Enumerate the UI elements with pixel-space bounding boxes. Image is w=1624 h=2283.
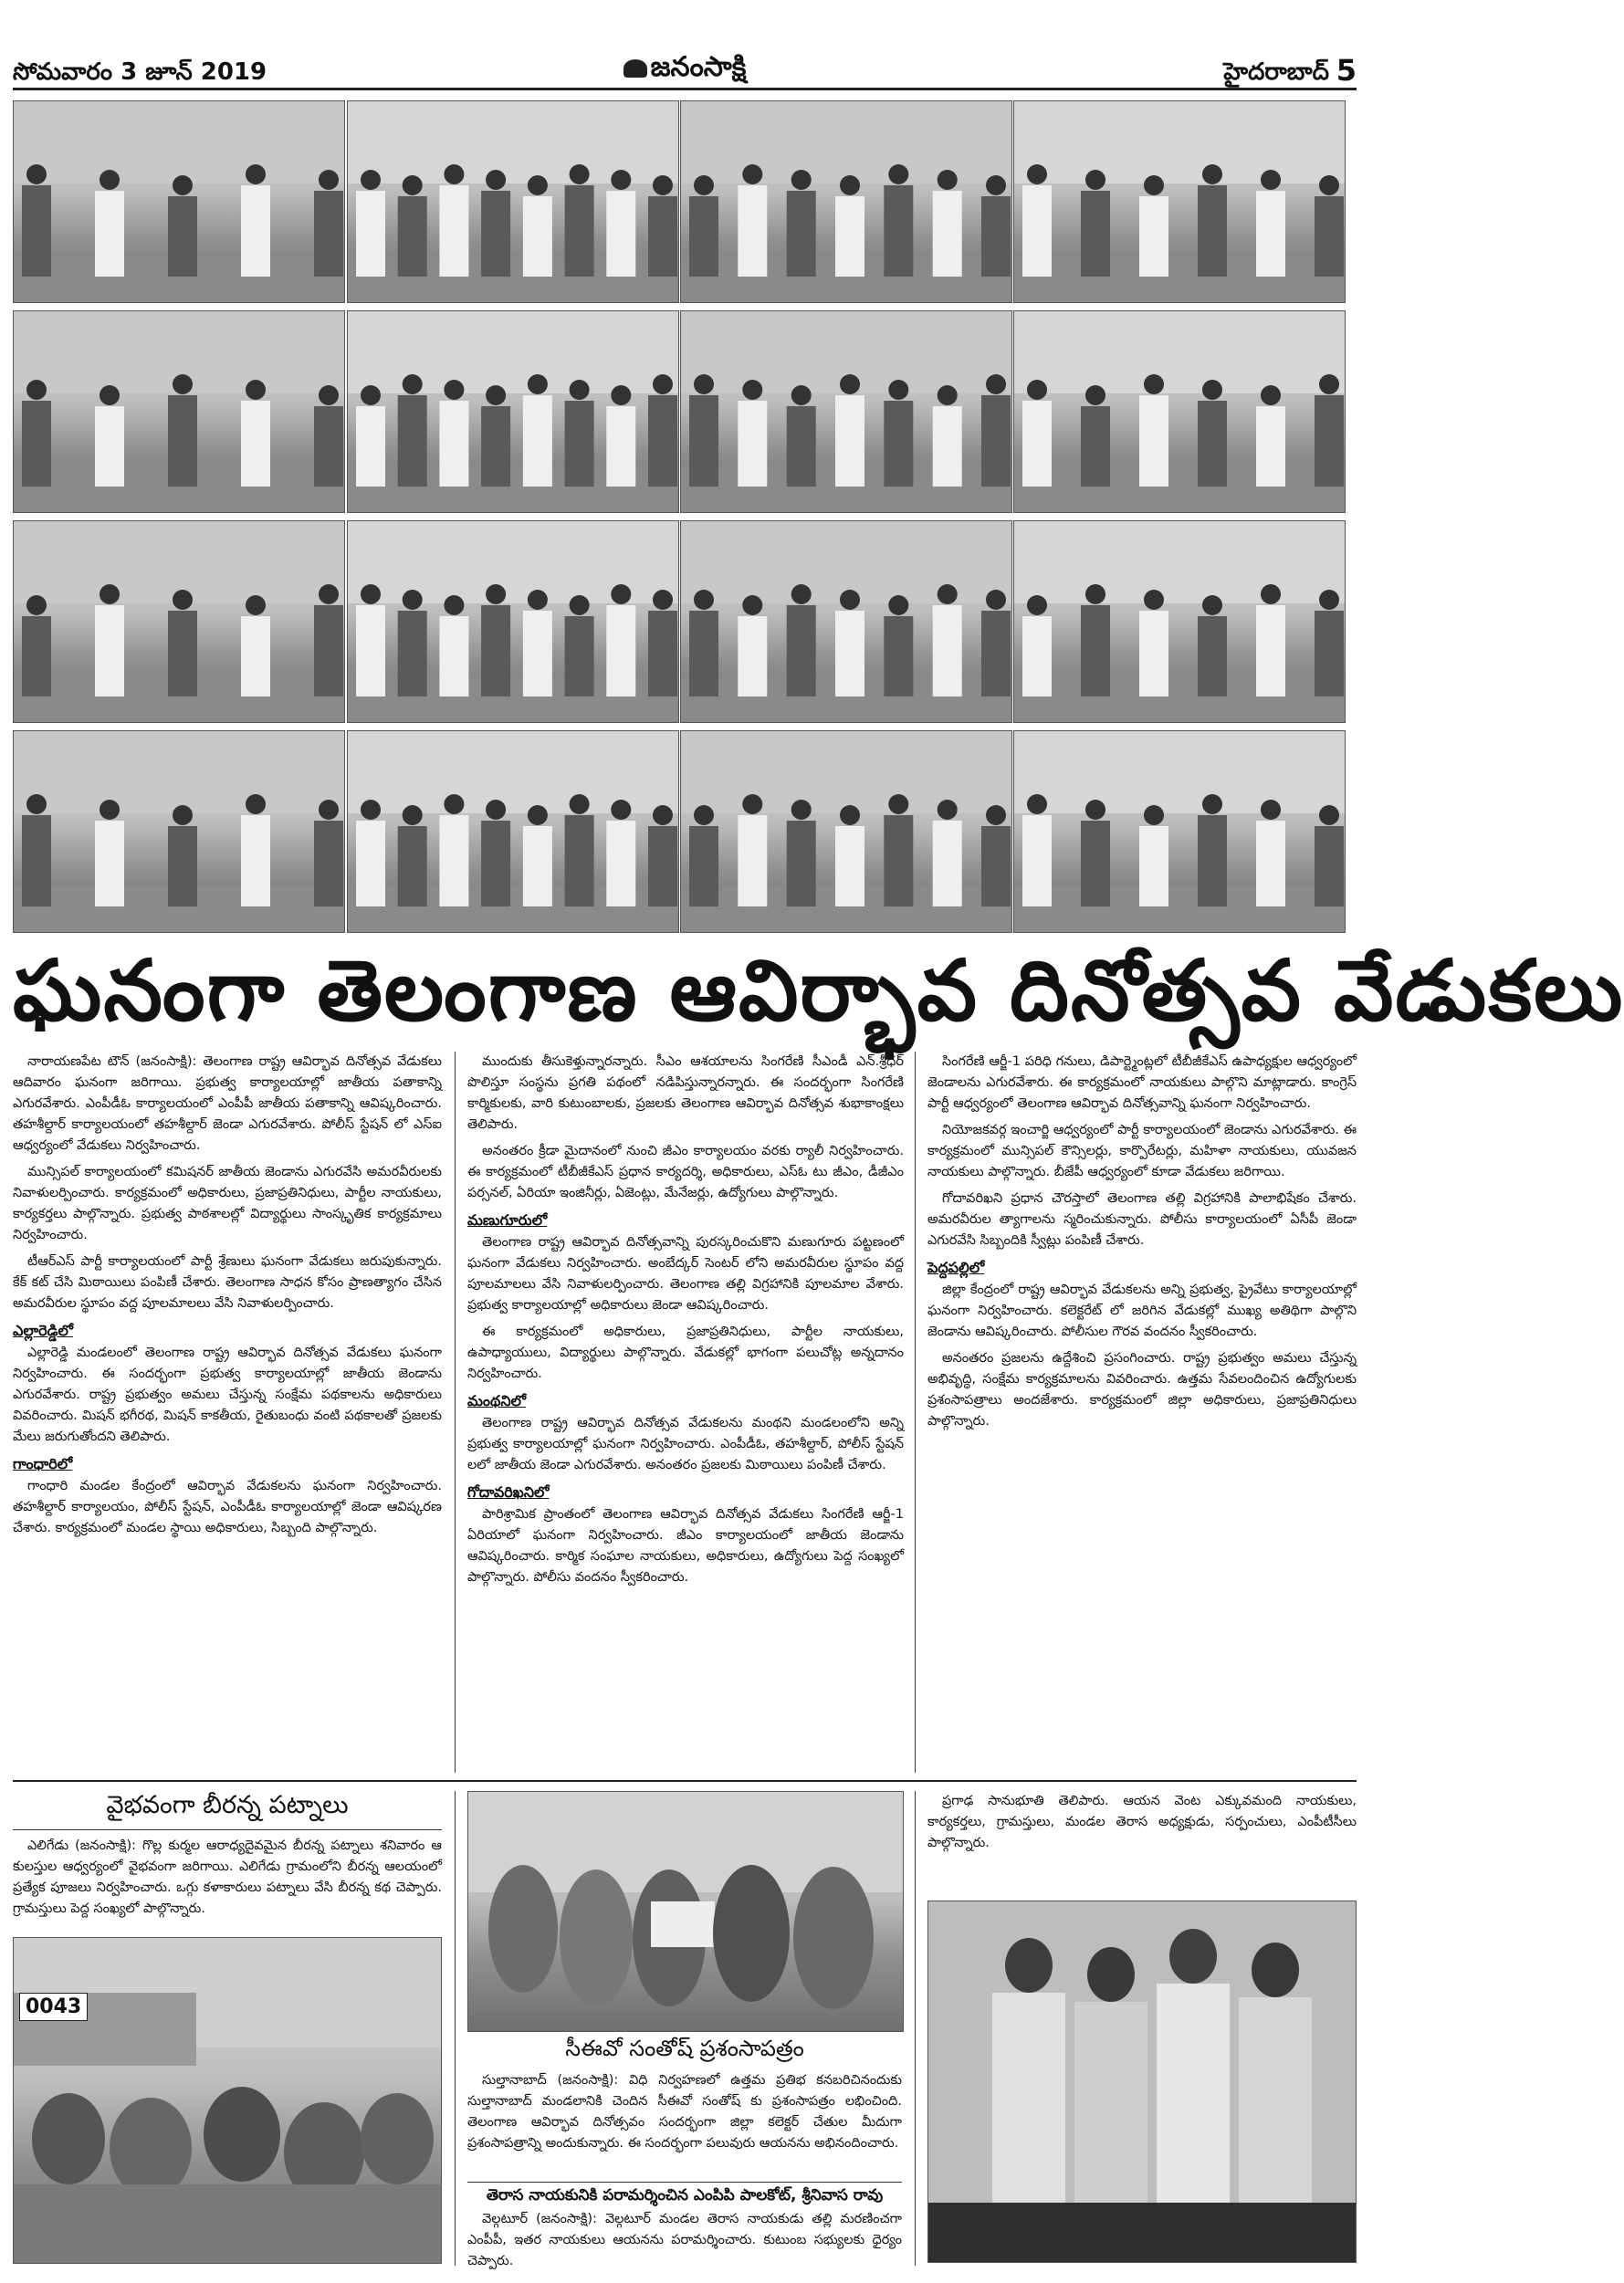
story-body: [467, 2070, 902, 2178]
celebration-photo: [13, 100, 345, 303]
section-subheading: మణుగూరులో: [467, 1211, 548, 1229]
story-paragraph: అనంతరం ప్రజలను ఉద్దేశించి ప్రసంగించారు. రాష్ట్ర ప్రభుత్వం అమలు చేస్తున్న అభివృద్ధి, సంక్షేమ కార్యక్రమాలను వివరించారు. ఉత్తమ సేవలందించిన ఉద్యోగులకు ప్రశంసాపత్రాలు అందజేశారు. కార్యక్రమంలో జిల్లా అధికారులు, ప్రజాప్రతినిధులు పాల్గొన్నారు.: [927, 1351, 1357, 1429]
story-title: వైభవంగా బీరన్న పట్నాలు: [13, 1791, 442, 1830]
story-paragraph: నారాయణపేట టౌన్ (జనంసాక్షి): తెలంగాణ రాష్ట్ర ఆవిర్భావ దినోత్సవ వేడుకలు ఆదివారం ఘనంగా జరిగాయి. ప్రభుత్వ కార్యాలయాల్లో జాతీయ పతాకాన్ని ఎగురవేశారు. ఎంపీడీఓ కార్యాలయంలో ఎంపీపీ జాతీయ పతాకాన్ని ఆవిష్కరించారు. తహశీల్దార్ కార్యాలయంలో తహశీల్దార్ జెండా ఎగురవేశారు. పోలీస్ స్టేషన్ లో ఎస్ఐ ఆధ్వర్యంలో వేడుకలు నిర్వహించారు.: [13, 1054, 442, 1153]
story-paragraph: మున్సిపల్ కార్యాలయంలో కమిషనర్ జాతీయ జెండాను ఎగురవేసి అమరవీరులకు నివాళులర్పించారు. కార్యక్రమంలో అధికారులు, ప్రజాప్రతినిధులు, పార్టీల నాయకులు, కార్యకర్తలు పాల్గొన్నారు. ప్రభుత్వ పాఠశాలల్లో విద్యార్థులు సాంస్కృతిక కార్యక్రమాలు నిర్వహించారు.: [13, 1165, 442, 1242]
main-headline: ఘనంగా తెలంగాణ ఆవిర్భావ దినోత్సవ వేడుకలు: [13, 941, 1624, 1040]
story-paragraph: అనంతరం క్రీడా మైదానంలో నుంచి జీఎం కార్యాలయం వరకు ర్యాలీ నిర్వహించారు. ఈ కార్యక్రమంలో టీబీజీకేఎస్ ప్రధాన కార్యదర్శి, అధికారులు, ఎస్ఓ టు జీఎం, డీజీఎం పర్సనల్, ఏరియా ఇంజినీర్లు, ఏజెంట్లు, మేనేజర్లు, ఉద్యోగులు పాల్గొన్నారు.: [467, 1144, 904, 1200]
photo-board-number: 0043: [19, 1993, 88, 2021]
story-paragraph: గోదావరిఖని ప్రధాన చౌరస్తాలో తెలంగాణ తల్లి విగ్రహానికి పాలాభిషేకం చేశారు. అమరవీరుల త్యాగాలను స్మరించుకున్నారు. పోలీసు కార్యాలయంలో ఏసీపీ జెండా ఎగురవేసి సిబ్బందికి స్వీట్లు పంపిణీ చేశారు.: [927, 1191, 1357, 1248]
celebration-photo: [347, 310, 679, 513]
story-body: [13, 1836, 442, 1934]
column-rule: [455, 1052, 456, 1773]
story-ceo-award: [467, 1791, 904, 2275]
masthead-logo-icon: [623, 59, 647, 78]
section-subheading: గోదావరిఖనిలో: [467, 1483, 550, 1501]
story-paragraph: ఎల్లారెడ్డి మండలంలో తెలంగాణ రాష్ట్ర ఆవిర్భావ దినోత్సవ వేడుకలు ఘనంగా నిర్వహించారు. ఈ సందర్భంగా ప్రభుత్వ కార్యాలయాల్లో జాతీయ జెండాను ఎగురవేశారు. రాష్ట్ర ప్రభుత్వం అమలు చేస్తున్న సంక్షేమ పథకాలను అధికారులు వివరించారు. మిషన్ భగీరథ, మిషన్ కాకతీయ, రైతుబంధు వంటి పథకాలతో ప్రజలకు మేలు జరుగుతోందని తెలిపారు.: [13, 1346, 442, 1444]
celebration-photo: [13, 310, 345, 513]
award-photo: [467, 1791, 904, 2032]
story-column-3: [927, 1052, 1357, 1773]
section-subheading: గాంధారిలో: [13, 1455, 73, 1472]
section-subheading: పెద్దపల్లిలో: [927, 1259, 985, 1276]
header-rule: [13, 88, 1357, 90]
story-paragraph: ఈ కార్యక్రమంలో అధికారులు, ప్రజాప్రతినిధులు, పార్టీల నాయకులు, ఉపాధ్యాయులు, విద్యార్థులు పాల్గొన్నారు. వేడుకల్లో భాగంగా పలుచోట్ల అన్నదానం నిర్వహించారు.: [467, 1325, 904, 1381]
story-paragraph: పారిశ్రామిక ప్రాంతంలో తెలంగాణ ఆవిర్భావ దినోత్సవ వేడుకలు సింగరేణి ఆర్జీ-1 ఏరియాలో ఘనంగా నిర్వహించారు. జీఎం కార్యాలయంలో జాతీయ జెండాను ఆవిష్కరించారు. కార్మిక సంఘాల నాయకులు, అధికారులు, ఉద్యోగులు పెద్ద సంఖ్యలో పాల్గొన్నారు. పోలీసు వందనం స్వీకరించారు.: [467, 1507, 904, 1585]
group-photo: [927, 1901, 1357, 2263]
story-paragraph: తెలంగాణ రాష్ట్ర ఆవిర్భావ దినోత్సవ వేడుకలను మంథని మండలంలోని అన్ని ప్రభుత్వ కార్యాలయాల్లో ఘనంగా నిర్వహించారు. ఎంపీడీఓ, తహశీల్దార్, పోలీస్ స్టేషన్ లలో జాతీయ జెండా ఎగురవేశారు. అనంతరం ప్రజలకు మిఠాయిలు పంపిణీ చేశారు.: [467, 1416, 904, 1472]
page-header: [0, 0, 1369, 89]
celebration-photo: [347, 520, 679, 723]
section-subheading: మంథనిలో: [467, 1392, 527, 1409]
edition-city: హైదరాబాద్: [1223, 58, 1329, 86]
story-paragraph: సుల్తానాబాద్ (జనంసాక్షి): విధి నిర్వహణలో ఉత్తమ ప్రతిభ కనబరిచినందుకు సుల్తానాబాద్ మండలానికి చెందిన సీఈవో సంతోష్ కు ప్రశంసాపత్రం లభించింది. తెలంగాణ ఆవిర్భావ దినోత్సవం సందర్భంగా జిల్లా కలెక్టర్ చేతుల మీదుగా ప్రశంసాపత్రాన్ని అందుకున్నారు. ఈ సందర్భంగా పలువురు ఆయనను అభినందించారు.: [467, 2073, 902, 2151]
column-rule: [455, 1791, 456, 2266]
story-column-2: [467, 1052, 904, 1773]
crowd-photo: [13, 1937, 442, 2264]
story-column-1: [13, 1052, 442, 1773]
celebration-photo: [680, 100, 1012, 303]
story-condolence: [927, 1791, 1357, 2266]
celebration-photo: [347, 730, 679, 933]
celebration-photo: [680, 730, 1012, 933]
page-number: 5: [1336, 53, 1357, 88]
story-paragraph: తెలంగాణ రాష్ట్ర ఆవిర్భావ దినోత్సవాన్ని పురస్కరించుకొని మణుగూరు పట్టణంలో ఘనంగా వేడుకలు నిర్వహించారు. అంబేద్కర్ సెంటర్ లోని అమరవీరుల స్థూపం వద్ద పూలమాలలు వేసి నివాళులర్పించారు. తెలంగాణ తల్లి విగ్రహానికి పూలమాల వేశారు. ప్రభుత్వ కార్యాలయాల్లో అధికారులు జెండా ఆవిష్కరించారు.: [467, 1235, 904, 1313]
celebration-photo: [1013, 730, 1346, 933]
column-rule: [915, 1052, 916, 1773]
sub-story-title: తెరాస నాయకునికి పరామర్శించిన ఎంపిపి పాలకోట్, శ్రీనివాస రావు: [467, 2182, 902, 2208]
celebration-photo: [680, 310, 1012, 513]
story-paragraph: టీఆర్ఎస్ పార్టీ కార్యాలయంలో పార్టీ శ్రేణులు ఘనంగా వేడుకలు జరుపుకున్నారు. కేక్ కట్ చేసి మిఠాయిలు పంపిణీ చేశారు. తెలంగాణ సాధన కోసం ప్రాణత్యాగం చేసిన అమరవీరుల స్థూపం వద్ద పూలమాలలు వేసి నివాళులర్పించారు.: [13, 1254, 442, 1311]
celebration-photo: [13, 730, 345, 933]
sub-story-body: [467, 2209, 902, 2268]
celebration-photo: [13, 520, 345, 723]
issue-date: సోమవారం 3 జూన్ 2019: [13, 58, 267, 86]
story-beeranna: [13, 1791, 442, 2266]
story-paragraph: వెల్గటూర్ (జనంసాక్షి): వెల్గటూర్ మండల తెరాస నాయకుడు తల్లి మరణించగా ఎంపీపీ, ఇతర నాయకులు ఆయనను పరామర్శించారు. కుటుంబ సభ్యులకు ధైర్యం చెప్పారు.: [467, 2212, 902, 2268]
story-paragraph: ఎలిగేడు (జనంసాక్షి): గొల్ల కుర్మల ఆరాధ్యదైవమైన బీరన్న పట్నాలు శనివారం ఆ కులస్తుల ఆధ్వర్యంలో వైభవంగా జరిగాయి. ఎలిగేడు గ్రామంలోని బీరన్న ఆలయంలో ప్రత్యేక పూజలు నిర్వహించారు. ఒగ్గు కళాకారులు పట్నాలు వేసి బీరన్న కథ చెప్పారు. గ్రామస్తులు పెద్ద సంఖ్యలో పాల్గొన్నారు.: [13, 1838, 442, 1916]
celebration-photo: [347, 100, 679, 303]
celebration-photo: [680, 520, 1012, 723]
section-divider: [13, 1780, 1357, 1782]
celebration-photo: [1013, 100, 1346, 303]
column-rule: [915, 1791, 916, 2266]
photo-caption-title: సీఈవో సంతోష్ ప్రశంసాపత్రం: [565, 2036, 804, 2061]
masthead-text: జనంసాక్షి: [650, 51, 747, 83]
story-paragraph: నియోజకవర్గ ఇంచార్జి ఆధ్వర్యంలో పార్టీ కార్యాలయంలో జెండాను ఎగురవేశారు. ఈ కార్యక్రమంలో మున్సిపల్ కౌన్సిలర్లు, కార్పొరేటర్లు, మహిళా నాయకులు, యువజన నాయకులు పాల్గొన్నారు. బీజేపీ ఆధ్వర్యంలో కూడా వేడుకలు జరిగాయి.: [927, 1123, 1357, 1179]
celebration-photo: [1013, 310, 1346, 513]
story-paragraph: సింగరేణి ఆర్జీ-1 పరిధి గనులు, డిపార్ట్మెంట్లలో టీబీజీకేఎస్ ఉపాధ్యక్షుల ఆధ్వర్యంలో జెండాలను ఎగురవేశారు. ఈ కార్యక్రమంలో నాయకులు పాల్గొని మాట్లాడారు. కాంగ్రెస్ పార్టీ ఆధ్వర్యంలో తెలంగాణ ఆవిర్భావ దినోత్సవాన్ని ఘనంగా నిర్వహించారు.: [927, 1054, 1357, 1111]
masthead: [593, 51, 776, 86]
story-body: [927, 1791, 1357, 1890]
story-paragraph: ముందుకు తీసుకెళ్తున్నారన్నారు. సీఎం ఆశయాలను సింగరేణి సీఎండీ ఎన్.శ్రీధర్ పొలిస్తూ సంస్థను ప్రగతి పథంలో నడిపిస్తున్నారన్నారు. ఈ సందర్భంగా సింగరేణి కార్మికులకు, వారి కుటుంబాలకు, ప్రజలకు తెలంగాణ ఆవిర్భావ దినోత్సవ శుభాకాంక్షలు తెలిపారు.: [467, 1054, 904, 1132]
story-paragraph: ప్రగాఢ సానుభూతి తెలిపారు. ఆయన వెంట ఎక్కువమంది నాయకులు, కార్యకర్తలు, గ్రామస్తులు, మండల తెరాస అధ్యక్షుడు, సర్పంచులు, ఎంపీటీసీలు పాల్గొన్నారు.: [927, 1794, 1357, 1850]
story-paragraph: గాంధారి మండల కేంద్రంలో ఆవిర్భావ వేడుకలను ఘనంగా నిర్వహించారు. తహశీల్దార్ కార్యాలయం, పోలీస్ స్టేషన్, ఎంపీడీఓ కార్యాలయాల్లో జెండా ఆవిష్కరణ చేశారు. కార్యక్రమంలో మండల స్థాయి అధికారులు, సిబ్బంది పాల్గొన్నారు.: [13, 1479, 442, 1535]
celebration-photo: [1013, 520, 1346, 723]
section-subheading: ఎల్లారెడ్డిలో: [13, 1322, 73, 1339]
story-paragraph: జిల్లా కేంద్రంలో రాష్ట్ర ఆవిర్భావ వేడుకలను అన్ని ప్రభుత్వ, ప్రైవేటు కార్యాలయాల్లో ఘనంగా నిర్వహించారు. కలెక్టరేట్ లో జరిగిన వేడుకల్లో ముఖ్య అతిథిగా పాల్గొని జెండాను ఆవిష్కరించారు. పోలీసుల గౌరవ వందనం స్వీకరించారు.: [927, 1283, 1357, 1339]
